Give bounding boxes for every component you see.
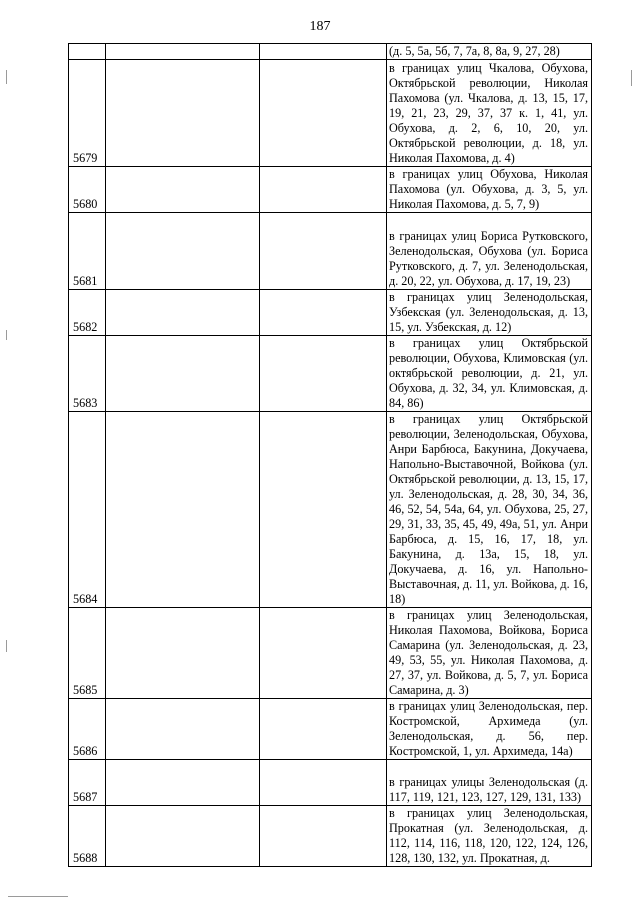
table-row xyxy=(69,760,592,806)
district-number-cell: 5679 xyxy=(69,60,106,167)
table-row xyxy=(69,213,592,290)
table-row xyxy=(69,806,592,867)
district-boundaries-cell: в границах улиц Зеленодольская, Узбекская (ул. Зеленодольская, д. 13, 15, ул. Узбекская, д. 12) xyxy=(387,290,592,336)
scan-artifact-left xyxy=(6,70,7,84)
empty-cell xyxy=(106,806,260,867)
empty-cell xyxy=(260,167,387,213)
table-row xyxy=(69,167,592,213)
table-row xyxy=(69,412,592,608)
district-boundaries-cell: в границах улиц Зеленодольская, Прокатная (ул. Зеленодольская, д. 112, 114, 116, 118, 120, 122, 124, 126, 128, 130, 132, ул. Прокатная, д. xyxy=(387,806,592,867)
empty-cell xyxy=(106,213,260,290)
empty-cell xyxy=(106,760,260,806)
district-boundaries-cell: в границах улицы Зеленодольская (д. 117, 119, 121, 123, 127, 129, 131, 133) xyxy=(387,760,592,806)
table-row xyxy=(69,290,592,336)
district-boundaries-cell: в границах улиц Октябрьской революции, Зеленодольская, Обухова, Анри Барбюса, Бакунина, Докучаева, Напольно-Выставочной, Войкова (ул. Октябрьской революции, д. 13, 15, 17, ул. Зеленодольская, д. 28, 30, 34, 36, 46, 52, 54, 54а, 64, ул. Обухова, 25, 27, 29, 31, 33, 35, 45, 49, 49а, 51, ул. Анри Барбюса, д. 15, 16, 17, 18, ул. Бакунина, д. 13а, 15, 18, ул. Докучаева, д. 16, ул. Напольно-Выставочная, д. 11, ул. Войкова, д. 16, 18) xyxy=(387,412,592,608)
table-row xyxy=(69,60,592,167)
district-boundaries-cell: в границах улиц Зеленодольская, Николая Пахомова, Войкова, Бориса Самарина (ул. Зеленодольская, д. 23, 49, 53, 55, ул. Николая Пахомова, д. 27, 37, ул. Войкова, д. 5, 7, ул. Бориса Самарина, д. 3) xyxy=(387,608,592,699)
district-number-cell: 5683 xyxy=(69,336,106,412)
district-boundaries-cell: в границах улиц Зеленодольская, пер. Костромской, Архимеда (ул. Зеленодольская, д. 56, пер. Костромской, 1, ул. Архимеда, 14а) xyxy=(387,699,592,760)
district-number-cell: 5688 xyxy=(69,806,106,867)
district-number-cell: 5686 xyxy=(69,699,106,760)
empty-cell xyxy=(260,290,387,336)
empty-cell xyxy=(106,699,260,760)
district-number-cell: 5682 xyxy=(69,290,106,336)
district-boundaries-cell: в границах улиц Чкалова, Обухова, Октябрьской революции, Николая Пахомова (ул. Чкалова, д. 13, 15, 17, 19, 21, 23, 29, 37, 37 к. 1, 41, ул. Обухова, д. 2, 6, 10, 20, ул. Октябрьской революции, д. 18, ул. Николая Пахомова, д. 4) xyxy=(387,60,592,167)
empty-cell xyxy=(260,336,387,412)
district-number-cell: 5681 xyxy=(69,213,106,290)
polling-districts-table xyxy=(68,43,592,867)
empty-cell xyxy=(106,336,260,412)
empty-cell xyxy=(260,213,387,290)
scan-artifact-left xyxy=(6,330,7,340)
scan-artifact-right xyxy=(631,70,632,86)
empty-cell xyxy=(260,44,387,60)
district-boundaries-cell: (д. 5, 5а, 5б, 7, 7а, 8, 8а, 9, 27, 28) xyxy=(387,44,592,60)
empty-cell xyxy=(106,412,260,608)
empty-cell xyxy=(260,699,387,760)
district-number-cell: 5684 xyxy=(69,412,106,608)
empty-cell xyxy=(106,608,260,699)
empty-cell xyxy=(106,44,260,60)
scan-artifact-bottom xyxy=(8,896,68,897)
district-number-cell xyxy=(69,44,106,60)
empty-cell xyxy=(106,60,260,167)
table-row xyxy=(69,336,592,412)
empty-cell xyxy=(260,760,387,806)
district-number-cell: 5680 xyxy=(69,167,106,213)
page-number: 187 xyxy=(309,19,331,34)
empty-cell xyxy=(260,608,387,699)
table-row xyxy=(69,608,592,699)
scan-artifact-left xyxy=(6,640,7,652)
empty-cell xyxy=(260,806,387,867)
table-row xyxy=(69,699,592,760)
empty-cell xyxy=(260,412,387,608)
district-boundaries-cell: в границах улиц Бориса Рутковского, Зеленодольская, Обухова (ул. Бориса Рутковского, д. 7, ул. Зеленодольская, д. 20, 22, ул. Обухова, д. 17, 19, 23) xyxy=(387,213,592,290)
table-row xyxy=(69,44,592,60)
district-boundaries-cell: в границах улиц Обухова, Николая Пахомова (ул. Обухова, д. 3, 5, ул. Николая Пахомова, д. 5, 7, 9) xyxy=(387,167,592,213)
district-number-cell: 5685 xyxy=(69,608,106,699)
district-boundaries-cell: в границах улиц Октябрьской революции, Обухова, Климовская (ул. октябрьской революции, д. 21, ул. Обухова, д. 32, 34, ул. Климовская, д. 84, 86) xyxy=(387,336,592,412)
empty-cell xyxy=(106,290,260,336)
empty-cell xyxy=(106,167,260,213)
empty-cell xyxy=(260,60,387,167)
district-number-cell: 5687 xyxy=(69,760,106,806)
